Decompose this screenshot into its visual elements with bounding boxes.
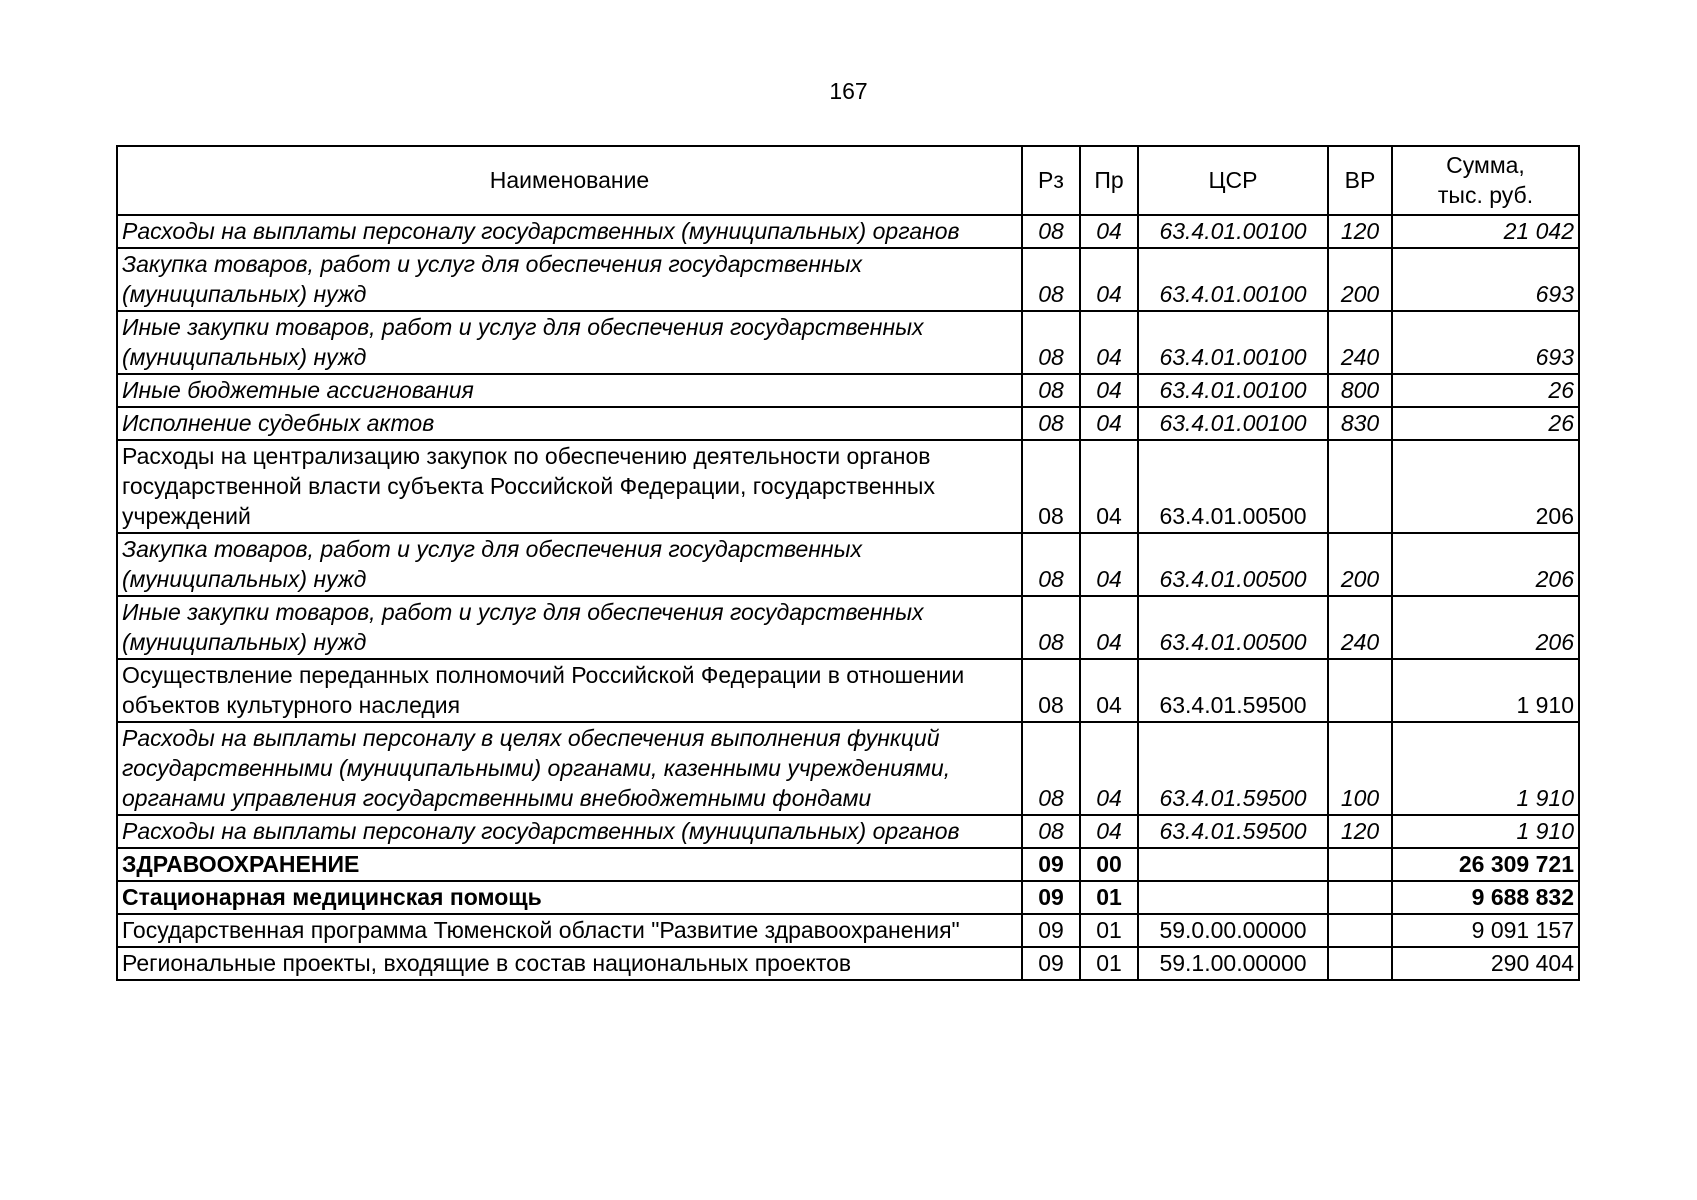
cell-rz: 09	[1022, 947, 1080, 980]
cell-name: Исполнение судебных актов	[117, 407, 1022, 440]
cell-name: Осуществление переданных полномочий Российской Федерации в отношении объектов культурного наследия	[117, 659, 1022, 722]
cell-rz: 08	[1022, 215, 1080, 248]
cell-csr: 63.4.01.59500	[1138, 722, 1328, 815]
cell-pr: 04	[1080, 722, 1138, 815]
cell-pr: 04	[1080, 659, 1138, 722]
cell-name: Расходы на выплаты персоналу государственных (муниципальных) органов	[117, 215, 1022, 248]
cell-pr: 01	[1080, 947, 1138, 980]
budget-table	[116, 145, 1580, 981]
cell-rz: 09	[1022, 914, 1080, 947]
cell-name: ЗДРАВООХРАНЕНИЕ	[117, 848, 1022, 881]
header-vr: ВР	[1328, 146, 1392, 215]
cell-pr: 04	[1080, 440, 1138, 533]
cell-rz: 08	[1022, 311, 1080, 374]
cell-sum: 693	[1392, 311, 1579, 374]
cell-name: Иные закупки товаров, работ и услуг для обеспечения государственных (муниципальных) нужд	[117, 596, 1022, 659]
cell-name: Региональные проекты, входящие в состав национальных проектов	[117, 947, 1022, 980]
cell-csr: 63.4.01.59500	[1138, 815, 1328, 848]
cell-sum: 1 910	[1392, 815, 1579, 848]
page-number: 167	[829, 78, 868, 104]
cell-sum: 9 688 832	[1392, 881, 1579, 914]
cell-vr: 120	[1328, 215, 1392, 248]
cell-pr: 04	[1080, 596, 1138, 659]
cell-pr: 04	[1080, 815, 1138, 848]
cell-csr: 63.4.01.59500	[1138, 659, 1328, 722]
cell-sum: 26 309 721	[1392, 848, 1579, 881]
cell-pr: 04	[1080, 374, 1138, 407]
cell-vr	[1328, 881, 1392, 914]
cell-vr	[1328, 659, 1392, 722]
cell-rz: 08	[1022, 374, 1080, 407]
cell-csr: 63.4.01.00100	[1138, 215, 1328, 248]
table-header-row	[117, 146, 1579, 215]
cell-rz: 08	[1022, 722, 1080, 815]
cell-csr: 63.4.01.00500	[1138, 440, 1328, 533]
table-row	[117, 215, 1579, 248]
header-rz: Рз	[1022, 146, 1080, 215]
cell-rz: 08	[1022, 659, 1080, 722]
cell-pr: 01	[1080, 881, 1138, 914]
cell-name: Государственная программа Тюменской области "Развитие здравоохранения"	[117, 914, 1022, 947]
cell-name: Закупка товаров, работ и услуг для обеспечения государственных (муниципальных) нужд	[117, 248, 1022, 311]
cell-name: Иные закупки товаров, работ и услуг для обеспечения государственных (муниципальных) нужд	[117, 311, 1022, 374]
cell-sum: 206	[1392, 440, 1579, 533]
cell-vr: 240	[1328, 311, 1392, 374]
table-row	[117, 248, 1579, 311]
cell-vr	[1328, 947, 1392, 980]
cell-sum: 21 042	[1392, 215, 1579, 248]
table-row	[117, 947, 1579, 980]
table-row	[117, 914, 1579, 947]
cell-csr: 59.0.00.00000	[1138, 914, 1328, 947]
cell-sum: 206	[1392, 596, 1579, 659]
table-row	[117, 659, 1579, 722]
table-row	[117, 407, 1579, 440]
table-row	[117, 533, 1579, 596]
cell-vr: 240	[1328, 596, 1392, 659]
cell-csr: 63.4.01.00100	[1138, 374, 1328, 407]
cell-name: Расходы на централизацию закупок по обеспечению деятельности органов государственной власти субъекта Российской Федерации, государственных учреждений	[117, 440, 1022, 533]
cell-sum: 693	[1392, 248, 1579, 311]
header-sum-line1: Сумма,	[1446, 152, 1525, 178]
cell-sum: 9 091 157	[1392, 914, 1579, 947]
cell-name: Стационарная медицинская помощь	[117, 881, 1022, 914]
cell-csr: 59.1.00.00000	[1138, 947, 1328, 980]
cell-vr: 800	[1328, 374, 1392, 407]
header-csr: ЦСР	[1138, 146, 1328, 215]
cell-vr: 120	[1328, 815, 1392, 848]
cell-csr: 63.4.01.00100	[1138, 248, 1328, 311]
cell-vr	[1328, 440, 1392, 533]
cell-name: Иные бюджетные ассигнования	[117, 374, 1022, 407]
cell-sum: 1 910	[1392, 659, 1579, 722]
cell-vr: 100	[1328, 722, 1392, 815]
cell-rz: 08	[1022, 407, 1080, 440]
cell-vr: 830	[1328, 407, 1392, 440]
cell-pr: 04	[1080, 407, 1138, 440]
cell-rz: 08	[1022, 815, 1080, 848]
cell-sum: 290 404	[1392, 947, 1579, 980]
table-row	[117, 722, 1579, 815]
header-pr: Пр	[1080, 146, 1138, 215]
table-row	[117, 440, 1579, 533]
cell-sum: 26	[1392, 374, 1579, 407]
table-row	[117, 311, 1579, 374]
cell-rz: 08	[1022, 440, 1080, 533]
cell-pr: 00	[1080, 848, 1138, 881]
cell-rz: 08	[1022, 533, 1080, 596]
cell-pr: 04	[1080, 311, 1138, 374]
cell-sum: 1 910	[1392, 722, 1579, 815]
cell-vr: 200	[1328, 533, 1392, 596]
cell-rz: 08	[1022, 596, 1080, 659]
table-row	[117, 815, 1579, 848]
cell-name: Закупка товаров, работ и услуг для обеспечения государственных (муниципальных) нужд	[117, 533, 1022, 596]
cell-rz: 09	[1022, 881, 1080, 914]
cell-csr: 63.4.01.00100	[1138, 407, 1328, 440]
cell-csr: 63.4.01.00100	[1138, 311, 1328, 374]
header-name: Наименование	[117, 146, 1022, 215]
cell-sum: 26	[1392, 407, 1579, 440]
cell-vr	[1328, 914, 1392, 947]
header-sum-line2: тыс. руб.	[1437, 182, 1534, 208]
cell-csr	[1138, 881, 1328, 914]
cell-rz: 09	[1022, 848, 1080, 881]
cell-sum: 206	[1392, 533, 1579, 596]
cell-csr	[1138, 848, 1328, 881]
cell-vr	[1328, 848, 1392, 881]
cell-rz: 08	[1022, 248, 1080, 311]
cell-csr: 63.4.01.00500	[1138, 533, 1328, 596]
cell-pr: 01	[1080, 914, 1138, 947]
header-sum	[1392, 146, 1579, 215]
cell-pr: 04	[1080, 248, 1138, 311]
table-row	[117, 596, 1579, 659]
cell-pr: 04	[1080, 533, 1138, 596]
cell-name: Расходы на выплаты персоналу в целях обеспечения выполнения функций государственными (муниципальными) органами, казенными учреждениями, органами управления государственными внебюджетными фондами	[117, 722, 1022, 815]
cell-pr: 04	[1080, 215, 1138, 248]
cell-vr: 200	[1328, 248, 1392, 311]
table-row	[117, 881, 1579, 914]
cell-csr: 63.4.01.00500	[1138, 596, 1328, 659]
table-row	[117, 374, 1579, 407]
table-row	[117, 848, 1579, 881]
cell-name: Расходы на выплаты персоналу государственных (муниципальных) органов	[117, 815, 1022, 848]
